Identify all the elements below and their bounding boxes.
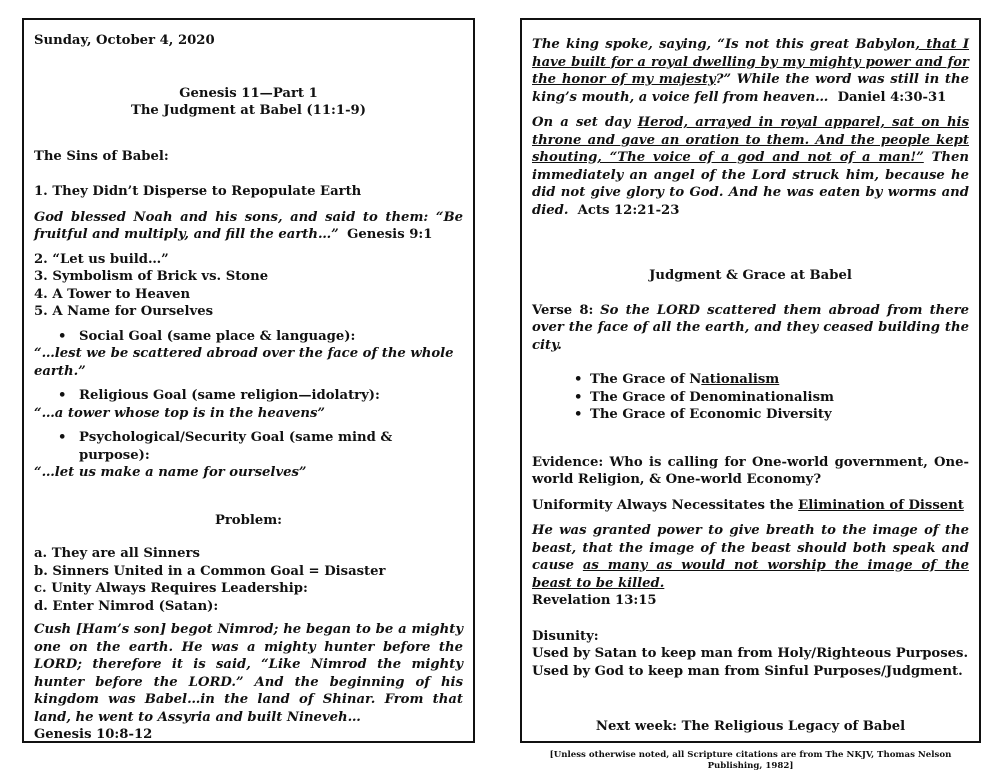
nimrod-reference: Genesis 10:8-12 — [34, 727, 153, 742]
evidence-text: Evidence: Who is calling for One-world government, One-world Religion, & One-world Economy? — [532, 454, 969, 487]
goal-label: • Psychological/Security Goal (same mind & purpose): — [34, 429, 463, 464]
list-item: d. Enter Nimrod (Satan): — [34, 598, 219, 614]
daniel-quote — [532, 36, 969, 106]
uniformity-heading — [532, 497, 969, 515]
list-item — [532, 371, 969, 389]
revelation-text: He was granted power to give breath to the image of the beast, that the image of the beast should both speak and cause — [532, 523, 969, 573]
uniformity-text: Uniformity Always Necessitates the — [532, 497, 799, 513]
verse-8 — [532, 302, 969, 355]
disunity-heading: Disunity: — [532, 628, 599, 644]
goal-quote: “…lest we be scattered abroad over the face of the whole earth.” — [34, 346, 454, 379]
footnote: [Unless otherwise noted, all Scripture citations are from The NKJV, Thomas Nelson Publishing, 1982] — [549, 749, 952, 771]
sins-heading: The Sins of Babel: — [34, 148, 169, 164]
points-list — [34, 251, 463, 321]
grace-underlined: ationalism — [701, 372, 780, 387]
next-week: Next week: The Religious Legacy of Babel — [595, 719, 906, 734]
list-item: • The Grace of Economic Diversity — [532, 406, 969, 424]
disunity-line: Used by God to keep man from Sinful Purposes/Judgment. — [532, 663, 963, 679]
disunity-line: Used by Satan to keep man from Holy/Righteous Purposes. — [532, 646, 969, 661]
revelation-underlined: as many as would not worship the image of the beast to be killed. — [532, 558, 969, 591]
goal-label: • Social Goal (same place & language): — [34, 328, 463, 346]
genesis-9-quote — [34, 209, 463, 244]
goal-quote: “…let us make a name for ourselves” — [34, 465, 307, 480]
date: Sunday, October 4, 2020 — [34, 33, 215, 48]
acts-text: On a set day — [532, 115, 638, 130]
acts-reference: Acts 12:21-23 — [577, 202, 680, 218]
goal-quote: “…a tower whose top is in the heavens” — [34, 405, 325, 421]
list-item: 4. A Tower to Heaven — [34, 286, 191, 302]
list-item: a. They are all Sinners — [34, 546, 200, 561]
daniel-underlined: , that I have built for a royal dwelling by my mighty power and for the honor of my majesty — [532, 37, 969, 87]
list-item: b. Sinners United in a Common Goal = Disaster — [34, 563, 386, 579]
problem-heading: Problem: — [214, 512, 283, 528]
verse-text: So the LORD scattered them abroad from there over the face of all the earth, and they ceased building the city. — [532, 302, 969, 353]
sermon-subtitle: The Judgment at Babel (11:1-9) — [131, 103, 366, 118]
left-panel — [22, 18, 475, 743]
nimrod-quote: Cush [Ham’s son] begot Nimrod; he began to be a mighty one on the earth. He was a mighty hunter before the LORD; therefore it is said, “Like Nimrod the mighty hunter before the LORD.” And the beginning of his kingdom was Babel…in the land of Shinar. From that land, he went to Assyria and built Nineveh… — [34, 622, 463, 725]
acts-text: Then immediately an angel of the Lord struck him, because he did not give glory to God. And he was eaten by worms and died. — [532, 150, 969, 218]
list-item: c. Unity Always Requires Leadership: — [34, 581, 308, 596]
revelation-quote — [532, 522, 969, 592]
uniformity-underlined: Elimination of Dissent — [798, 497, 964, 513]
quote-text: God blessed Noah and his sons, and said to them: “Be fruitful and multiply, and fill the earth…” — [34, 209, 463, 242]
quote-reference: Genesis 9:1 — [347, 227, 433, 242]
daniel-text: ?” While the word was still in the king’s mouth, a voice fell from heaven… — [532, 72, 970, 105]
list-item: • The Grace of Denominationalism — [532, 389, 969, 407]
sermon-title: Genesis 11—Part 1 — [179, 85, 318, 101]
revelation-reference: Revelation 13:15 — [532, 593, 657, 608]
goals-list — [34, 328, 463, 482]
daniel-reference: Daniel 4:30-31 — [837, 89, 947, 105]
daniel-text: The king spoke, saying, “Is not this great Babylon — [532, 37, 916, 52]
list-item: 2. “Let us build…” — [34, 251, 169, 267]
goal-label: • Religious Goal (same religion—idolatry): — [34, 387, 463, 405]
acts-underlined: Herod, arrayed in royal apparel, sat on his throne and gave an oration to them. And the people kept shouting, “The voice of a god and not of a man!” — [532, 115, 969, 165]
acts-quote — [532, 114, 969, 219]
grace-text: The Grace of N — [590, 372, 702, 387]
list-item: 3. Symbolism of Brick vs. Stone — [34, 269, 269, 284]
list-item: 5. A Name for Ourselves — [34, 304, 214, 319]
verse-label: Verse 8: — [532, 302, 594, 318]
right-panel — [520, 18, 981, 771]
grace-list — [532, 371, 969, 424]
point-1: 1. They Didn’t Disperse to Repopulate Earth — [34, 184, 362, 199]
judgment-grace-heading: Judgment & Grace at Babel — [649, 268, 852, 283]
problems-list — [34, 545, 463, 615]
